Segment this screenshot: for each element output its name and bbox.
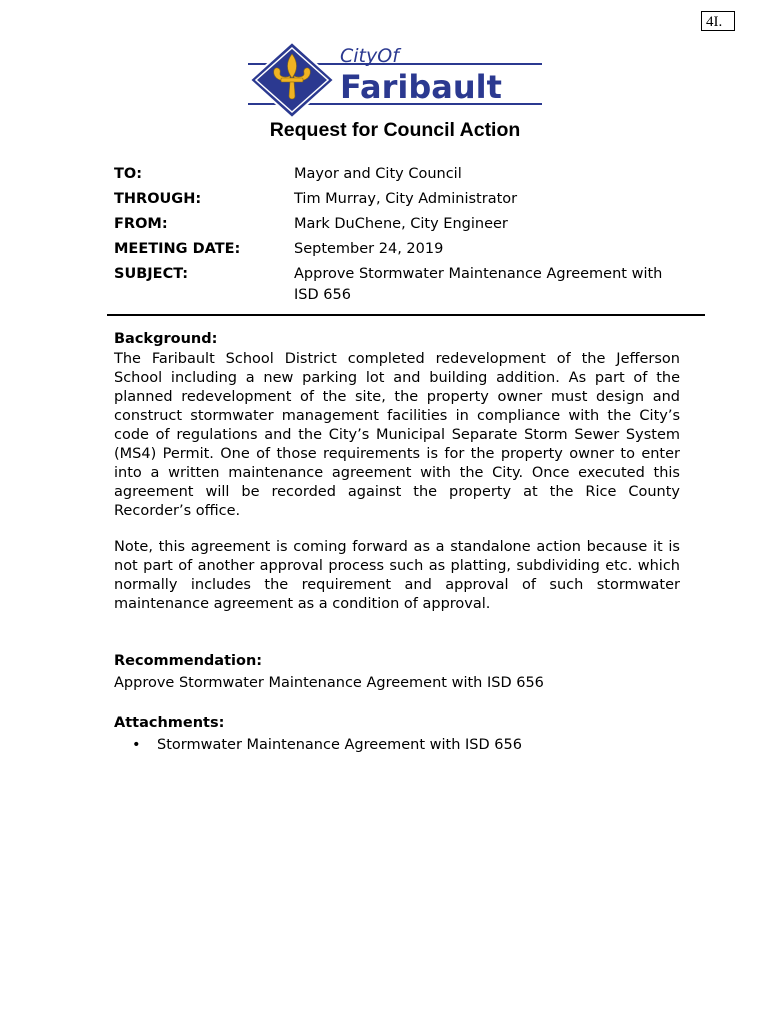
city-logo <box>246 40 546 122</box>
attachments-heading: Attachments: <box>114 715 225 731</box>
page-title: Request for Council Action <box>269 119 521 141</box>
recommendation-heading: Recommendation: <box>114 653 263 669</box>
attachment-label: Stormwater Maintenance Agreement with ISD 656 <box>157 737 522 753</box>
recommendation-text: Approve Stormwater Maintenance Agreement with ISD 656 <box>114 675 544 691</box>
header-value: September 24, 2019 <box>294 241 444 257</box>
header-label: SUBJECT: <box>114 266 189 282</box>
note-paragraph: Note, this agreement is coming forward as a standalone action because it is not part of another approval process such as platting, subdividing etc. which normally includes the requirement and approval of such stormwater maintenance agreement as a condition of approval. <box>114 539 680 612</box>
header-label: MEETING DATE: <box>114 241 241 257</box>
logo-city-of: CityOf <box>340 45 399 67</box>
bullet-icon: • <box>132 737 141 753</box>
header-value: Tim Murray, City Administrator <box>294 191 518 207</box>
header-label: FROM: <box>114 216 168 232</box>
header-value: Mark DuChene, City Engineer <box>294 216 508 232</box>
background-paragraph: The Faribault School District completed redevelopment of the Jefferson School including a new parking lot and building addition. As part of the planned redevelopment of the site, the property owner must design and construct stormwater management facilities in compliance with the City’s code of regulations and the City’s Municipal Separate Storm Sewer System (MS4) Permit. One of those requirements is for the property owner to enter into a written maintenance agreement with the City. Once executed this agreement will be recorded against the property at the Rice County Recorder’s office. <box>114 351 680 519</box>
header-value: Approve Stormwater Maintenance Agreement with ISD 656 <box>294 266 663 303</box>
background-heading: Background: <box>114 331 218 347</box>
header-value: Mayor and City Council <box>294 166 462 182</box>
page-tag: 4I. <box>701 11 735 31</box>
header-label: THROUGH: <box>114 191 202 207</box>
logo-faribault: Faribault <box>340 68 502 106</box>
divider <box>107 314 705 316</box>
header-label: TO: <box>114 166 143 182</box>
